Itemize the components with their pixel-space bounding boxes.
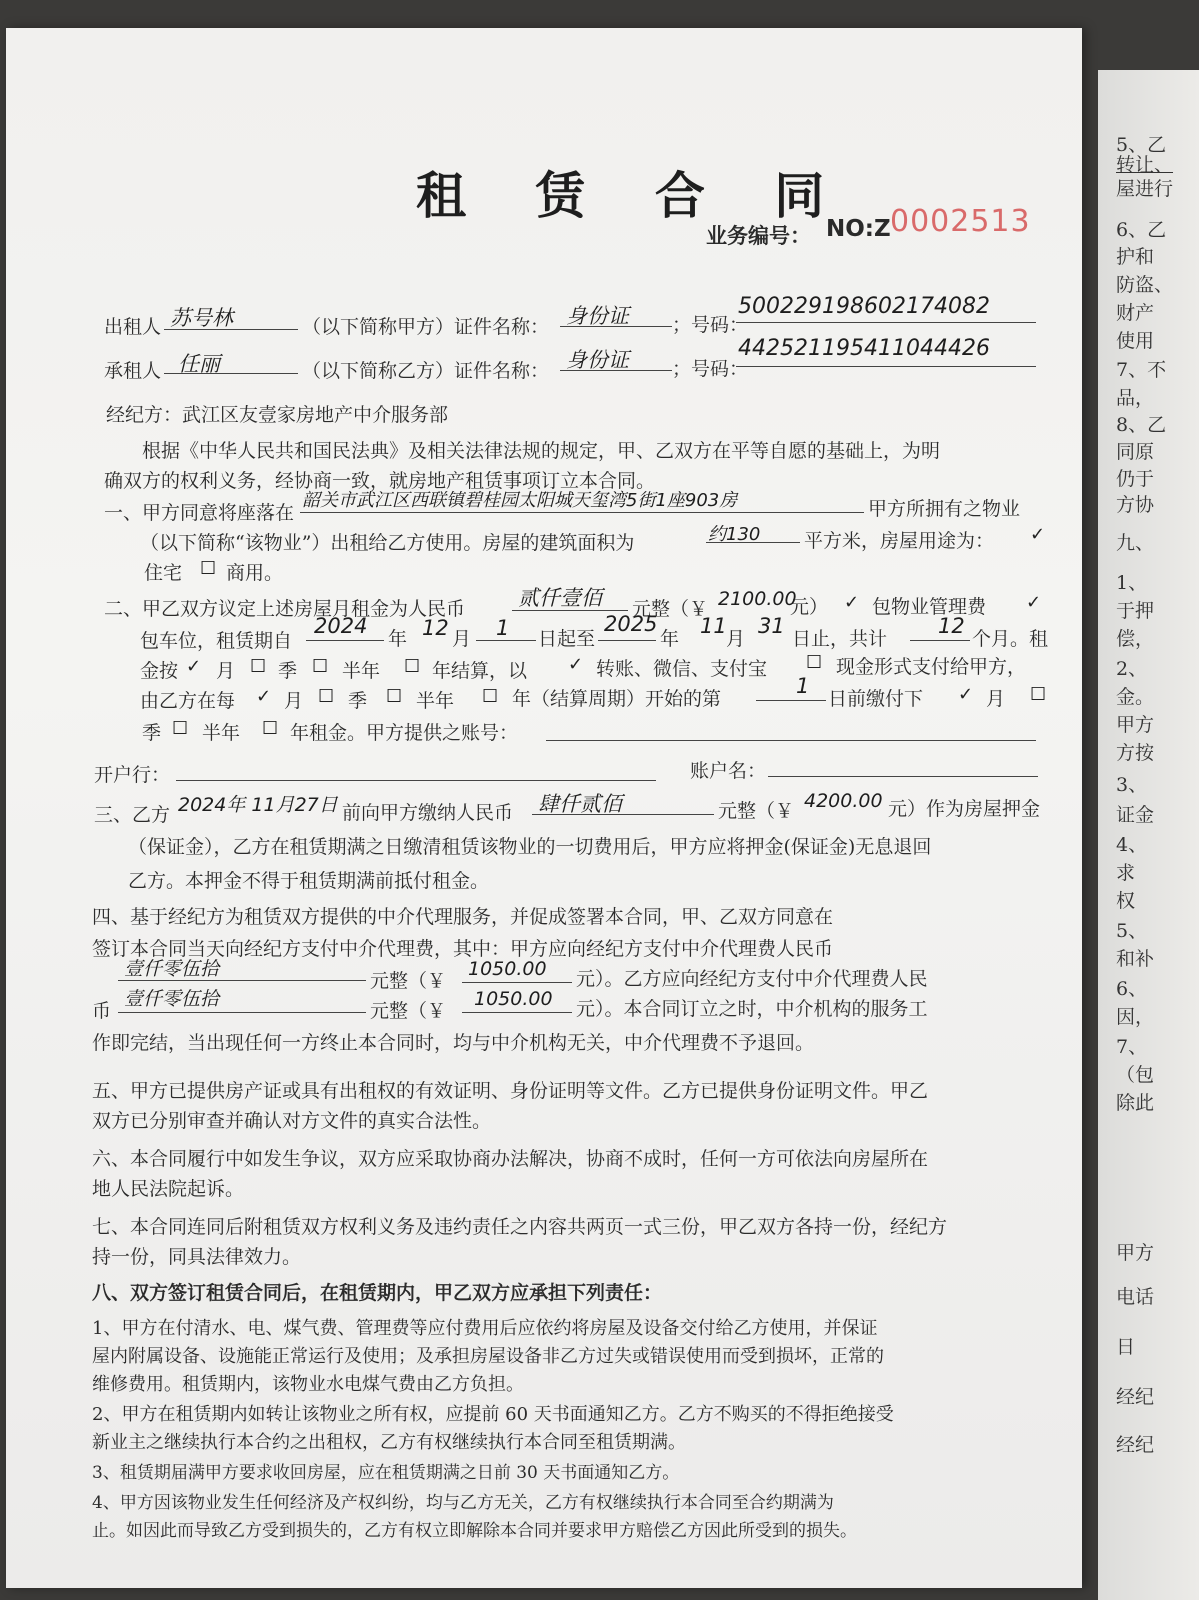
right-text: 转让、 bbox=[1116, 154, 1174, 176]
s2-text: 年 bbox=[660, 628, 680, 650]
lessor-label: 出租人 bbox=[104, 316, 162, 338]
right-text: 2、 bbox=[1116, 658, 1148, 680]
s3-text: （保证金），乙方在租赁期满之日缴清租赁该物业的一切费用后，甲方应将押金(保证金)无息退回 bbox=[128, 836, 932, 858]
start-month: 12 bbox=[422, 616, 449, 640]
bank-label: 开户行： bbox=[94, 764, 171, 786]
right-text: 4、 bbox=[1116, 834, 1148, 856]
end-year: 2025 bbox=[604, 612, 658, 636]
checkbox-cycle-quarter[interactable]: ☐ bbox=[318, 686, 335, 707]
s8-item: 4、甲方因该物业发生任何经济及产权纠纷，均与乙方无关，乙方有权继续执行本合同至合约期满为 bbox=[92, 1493, 834, 1513]
right-text: 九、 bbox=[1116, 532, 1155, 554]
s3-text: 乙方。本押金不得于租赁期满前抵付租金。 bbox=[128, 870, 490, 892]
s1-text: 住宅 bbox=[144, 562, 183, 584]
checkbox-settle-month[interactable]: ✓ bbox=[186, 656, 202, 677]
checkbox-parking[interactable]: ✓ bbox=[1026, 592, 1042, 613]
right-text: 品， bbox=[1116, 387, 1155, 409]
s2-text: 半年 bbox=[416, 690, 455, 712]
checkbox-settle-halfyear[interactable]: ☐ bbox=[312, 656, 329, 677]
checkbox-next-year[interactable]: ☐ bbox=[262, 718, 279, 739]
s2-text: 季 bbox=[278, 660, 298, 682]
s8-item: 1、甲方在付清水、电、煤气费、管理费等应付费用后应依约将房屋及设备交付给乙方使用，并保证 bbox=[92, 1318, 878, 1339]
right-text: 屋进行 bbox=[1116, 178, 1174, 200]
lessee-name: 任丽 bbox=[178, 352, 220, 376]
checkbox-mgmt-fee[interactable]: ✓ bbox=[844, 592, 860, 613]
s2-text: 日前缴付下 bbox=[828, 688, 924, 710]
rent-amount: 2100.00 bbox=[718, 588, 797, 610]
right-text: 甲方 bbox=[1116, 1242, 1155, 1264]
s2-text: 二、甲乙双方议定上述房屋月租金为人民币 bbox=[104, 598, 466, 620]
rent-words: 贰仟壹佰 bbox=[518, 586, 602, 610]
deposit-amount: 4200.00 bbox=[804, 790, 883, 812]
right-text: 财产 bbox=[1116, 302, 1155, 324]
s2-text: 年结算，以 bbox=[432, 660, 528, 682]
s3-text: 三、乙方 bbox=[94, 804, 171, 826]
s8-item: 屋内附属设备、设施能正常运行及使用；及承担房屋设备非乙方过失或错误使用而受到损坏，正常的 bbox=[92, 1346, 884, 1367]
agent-fee-lessee-words: 壹仟零伍拾 bbox=[124, 988, 220, 1010]
right-text: 于押 bbox=[1116, 600, 1155, 622]
right-text: 证金 bbox=[1116, 804, 1155, 826]
checkbox-next-month[interactable]: ✓ bbox=[958, 684, 974, 705]
lessee-label: 承租人 bbox=[104, 360, 162, 382]
lessor-id-type: 身份证 bbox=[566, 304, 629, 328]
s8-item: 止。如因此而导致乙方受到损失的，乙方有权立即解除本合同并要求甲方赔偿乙方因此所受到的损失。 bbox=[92, 1521, 857, 1541]
s2-text: 元） bbox=[790, 596, 829, 618]
checkbox-commercial[interactable]: ☐ bbox=[200, 558, 217, 579]
s2-text: 季 bbox=[348, 690, 368, 712]
checkbox-cycle-month[interactable]: ✓ bbox=[256, 686, 272, 707]
s3-text: 元整（￥ bbox=[718, 800, 795, 822]
agent-fee-lessee-amount: 1050.00 bbox=[474, 988, 553, 1010]
s1-text: 甲方所拥有之物业 bbox=[868, 498, 1021, 520]
right-text: 同原 bbox=[1116, 441, 1155, 463]
s2-text: 年（结算周期）开始的第 bbox=[512, 688, 722, 710]
right-text: 除此 bbox=[1116, 1092, 1155, 1114]
s7-text: 持一份，同具法律效力。 bbox=[92, 1246, 302, 1268]
contract-page bbox=[6, 28, 1082, 1588]
start-day: 1 bbox=[496, 616, 510, 640]
s8-item: 2、甲方在租赁期内如转让该物业之所有权，应提前 60 天书面通知乙方。乙方不购买的不得拒绝接受 bbox=[92, 1404, 894, 1425]
checkbox-pay-cash[interactable]: ☐ bbox=[806, 652, 823, 673]
s8-item: 新业主之继续执行本合约之出租权，乙方有权继续执行本合同至租赁期满。 bbox=[92, 1432, 686, 1453]
right-text: 防盗、 bbox=[1116, 274, 1174, 296]
s4-text: 元整（￥ bbox=[370, 1000, 447, 1022]
checkbox-residential[interactable]: ✓ bbox=[1030, 524, 1046, 545]
right-text: 8、乙 bbox=[1116, 414, 1167, 436]
right-text: 7、 bbox=[1116, 1036, 1148, 1058]
s2-text: 包物业管理费 bbox=[872, 596, 987, 618]
s2-text: 个月。租 bbox=[972, 628, 1049, 650]
right-text: 3、 bbox=[1116, 774, 1148, 796]
agent-fee-lessor-words: 壹仟零伍拾 bbox=[124, 958, 220, 980]
right-text: 使用 bbox=[1116, 330, 1155, 352]
s2-text: 年 bbox=[388, 628, 408, 650]
s3-text: 前向甲方缴纳人民币 bbox=[342, 802, 514, 824]
s7-text: 七、本合同连同后附租赁双方权利义务及违约责任之内容共两页一式三份，甲乙双方各持一份，经纪方 bbox=[92, 1216, 948, 1238]
s8-item: 3、租赁期届满甲方要求收回房屋，应在租赁期满之日前 30 天书面通知乙方。 bbox=[92, 1463, 680, 1483]
s4-text: 元）。乙方应向经纪方支付中介代理费人民 bbox=[576, 968, 928, 990]
right-text: 方按 bbox=[1116, 742, 1155, 764]
s4-text: 作即完结，当出现任何一方终止本合同时，均与中介机构无关，中介代理费不予退回。 bbox=[92, 1032, 815, 1054]
checkbox-next-halfyear[interactable]: ☐ bbox=[172, 718, 189, 739]
checkbox-cycle-year[interactable]: ☐ bbox=[482, 686, 499, 707]
s2-text: 金按 bbox=[140, 660, 179, 682]
agent-fee-lessor-amount: 1050.00 bbox=[468, 958, 547, 980]
s2-text: 月 bbox=[726, 628, 746, 650]
right-text: 甲方 bbox=[1116, 714, 1155, 736]
right-text: 因， bbox=[1116, 1006, 1155, 1028]
serial-label: 业务编号： bbox=[706, 223, 811, 248]
right-text: 和补 bbox=[1116, 948, 1155, 970]
serial-prefix: NO:Z bbox=[826, 216, 891, 242]
end-day: 31 bbox=[758, 614, 785, 638]
s2-text: 由乙方在每 bbox=[140, 690, 236, 712]
s6-text: 六、本合同履行中如发生争议，双方应采取协商办法解决，协商不成时，任何一方可依法向房屋所在 bbox=[92, 1148, 929, 1170]
s8-title: 八、双方签订租赁合同后，在租赁期内，甲乙双方应承担下列责任： bbox=[92, 1282, 663, 1304]
right-text: 电话 bbox=[1116, 1286, 1155, 1308]
adjacent-page bbox=[1098, 70, 1199, 1600]
lessor-name: 苏号林 bbox=[170, 306, 233, 330]
s2-text: 月 bbox=[216, 660, 236, 682]
s3-text: 元）作为房屋押金 bbox=[888, 798, 1041, 820]
right-text: 5、 bbox=[1116, 920, 1148, 942]
right-text: 权 bbox=[1116, 890, 1136, 912]
checkbox-next-quarter[interactable]: ☐ bbox=[1030, 684, 1047, 705]
right-text: 5、乙 bbox=[1116, 134, 1167, 156]
s1-text: 平方米，房屋用途为： bbox=[804, 530, 995, 552]
s6-text: 地人民法院起诉。 bbox=[92, 1178, 245, 1200]
right-text: 仍于 bbox=[1116, 468, 1155, 490]
s2-text: 日止，共计 bbox=[792, 628, 888, 650]
right-text: 偿， bbox=[1116, 628, 1155, 650]
account-name-label: 账户名： bbox=[690, 760, 767, 782]
right-text: （包 bbox=[1116, 1064, 1155, 1086]
right-text: 金。 bbox=[1116, 686, 1155, 708]
s1-text: 一、甲方同意将座落在 bbox=[104, 502, 295, 524]
right-text: 7、不 bbox=[1116, 359, 1167, 381]
lessor-id-number: 500229198602174082 bbox=[738, 294, 990, 319]
property-area: 约130 bbox=[708, 524, 761, 545]
s2-text: 日起至 bbox=[538, 628, 596, 650]
right-text: 6、 bbox=[1116, 978, 1148, 1000]
s4-text: 币 bbox=[92, 1000, 112, 1022]
property-address: 韶关市武江区西联镇碧桂园太阳城天玺湾5街1座903房 bbox=[302, 490, 738, 511]
s5-text: 双方已分别审查并确认对方文件的真实合法性。 bbox=[92, 1110, 492, 1132]
lessee-id-type: 身份证 bbox=[566, 348, 629, 372]
s1-text: 商用。 bbox=[226, 562, 284, 584]
serial-number: 0002513 bbox=[890, 204, 1031, 239]
s4-text: 元整（￥ bbox=[370, 970, 447, 992]
s2-text: 现金形式支付给甲方， bbox=[836, 656, 1027, 678]
pay-day: 1 bbox=[796, 674, 810, 698]
checkbox-settle-quarter[interactable]: ☐ bbox=[250, 656, 267, 677]
document-title: 租 赁 合 同 bbox=[416, 166, 851, 225]
s2-text: 半年 bbox=[202, 722, 241, 744]
s1-text: （以下简称“该物业”）出租给乙方使用。房屋的建筑面积为 bbox=[140, 532, 635, 554]
total-months: 12 bbox=[938, 614, 965, 638]
right-text: 方协 bbox=[1116, 494, 1155, 516]
s2-text: 转账、微信、支付宝 bbox=[596, 658, 768, 680]
lessee-desc: （以下简称乙方）证件名称： bbox=[302, 360, 550, 382]
start-year: 2024 bbox=[314, 614, 368, 638]
s5-text: 五、甲方已提供房产证或具有出租权的有效证明、身份证明等文件。乙方已提供身份证明文件。甲乙 bbox=[92, 1080, 929, 1102]
checkbox-settle-year[interactable]: ☐ bbox=[404, 656, 421, 677]
lessee-no-label: ；号码： bbox=[672, 358, 749, 380]
checkbox-cycle-halfyear[interactable]: ☐ bbox=[386, 686, 403, 707]
right-text: 经纪 bbox=[1116, 1434, 1155, 1456]
right-text: 经纪 bbox=[1116, 1386, 1155, 1408]
s2-text: 元整（￥ bbox=[632, 598, 709, 620]
right-text: 护和 bbox=[1116, 246, 1155, 268]
right-text: 6、乙 bbox=[1116, 219, 1167, 241]
lessor-no-label: ；号码： bbox=[672, 314, 749, 336]
agent-line: 经纪方：武江区友壹家房地产中介服务部 bbox=[106, 404, 449, 426]
preamble-line: 确双方的权利义务，经协商一致，就房地产租赁事项订立本合同。 bbox=[104, 470, 656, 492]
s2-text: 包车位，租赁期自 bbox=[140, 630, 293, 652]
lessee-id-number: 442521195411044426 bbox=[738, 336, 990, 361]
right-text: 日 bbox=[1116, 1336, 1136, 1358]
s4-text: 四、基于经纪方为租赁双方提供的中介代理服务，并促成签署本合同，甲、乙双方同意在 bbox=[92, 906, 834, 928]
s2-text: 月 bbox=[986, 688, 1006, 710]
s4-text: 元）。本合同订立之时，中介机构的服务工 bbox=[576, 998, 928, 1020]
s2-text: 半年 bbox=[342, 660, 381, 682]
s4-text: 签订本合同当天向经纪方支付中介代理费，其中：甲方应向经纪方支付中介代理费人民币 bbox=[92, 938, 834, 960]
deposit-words: 肆仟贰佰 bbox=[538, 792, 622, 816]
deposit-date: 2024年 11月27日 bbox=[178, 794, 338, 816]
lessor-desc: （以下简称甲方）证件名称： bbox=[302, 316, 550, 338]
right-text: 1、 bbox=[1116, 572, 1148, 594]
checkbox-pay-transfer[interactable]: ✓ bbox=[568, 654, 584, 675]
s8-item: 维修费用。租赁期内，该物业水电煤气费由乙方负担。 bbox=[92, 1374, 524, 1395]
preamble-line: 根据《中华人民共和国民法典》及相关法律法规的规定，甲、乙双方在平等自愿的基础上，为明 bbox=[142, 440, 941, 462]
end-month: 11 bbox=[700, 614, 727, 638]
s2-text: 月 bbox=[452, 628, 472, 650]
s2-text: 月 bbox=[284, 690, 304, 712]
s2-text: 年租金。甲方提供之账号： bbox=[290, 722, 519, 744]
s2-text: 季 bbox=[142, 722, 162, 744]
right-text: 求 bbox=[1116, 862, 1136, 884]
